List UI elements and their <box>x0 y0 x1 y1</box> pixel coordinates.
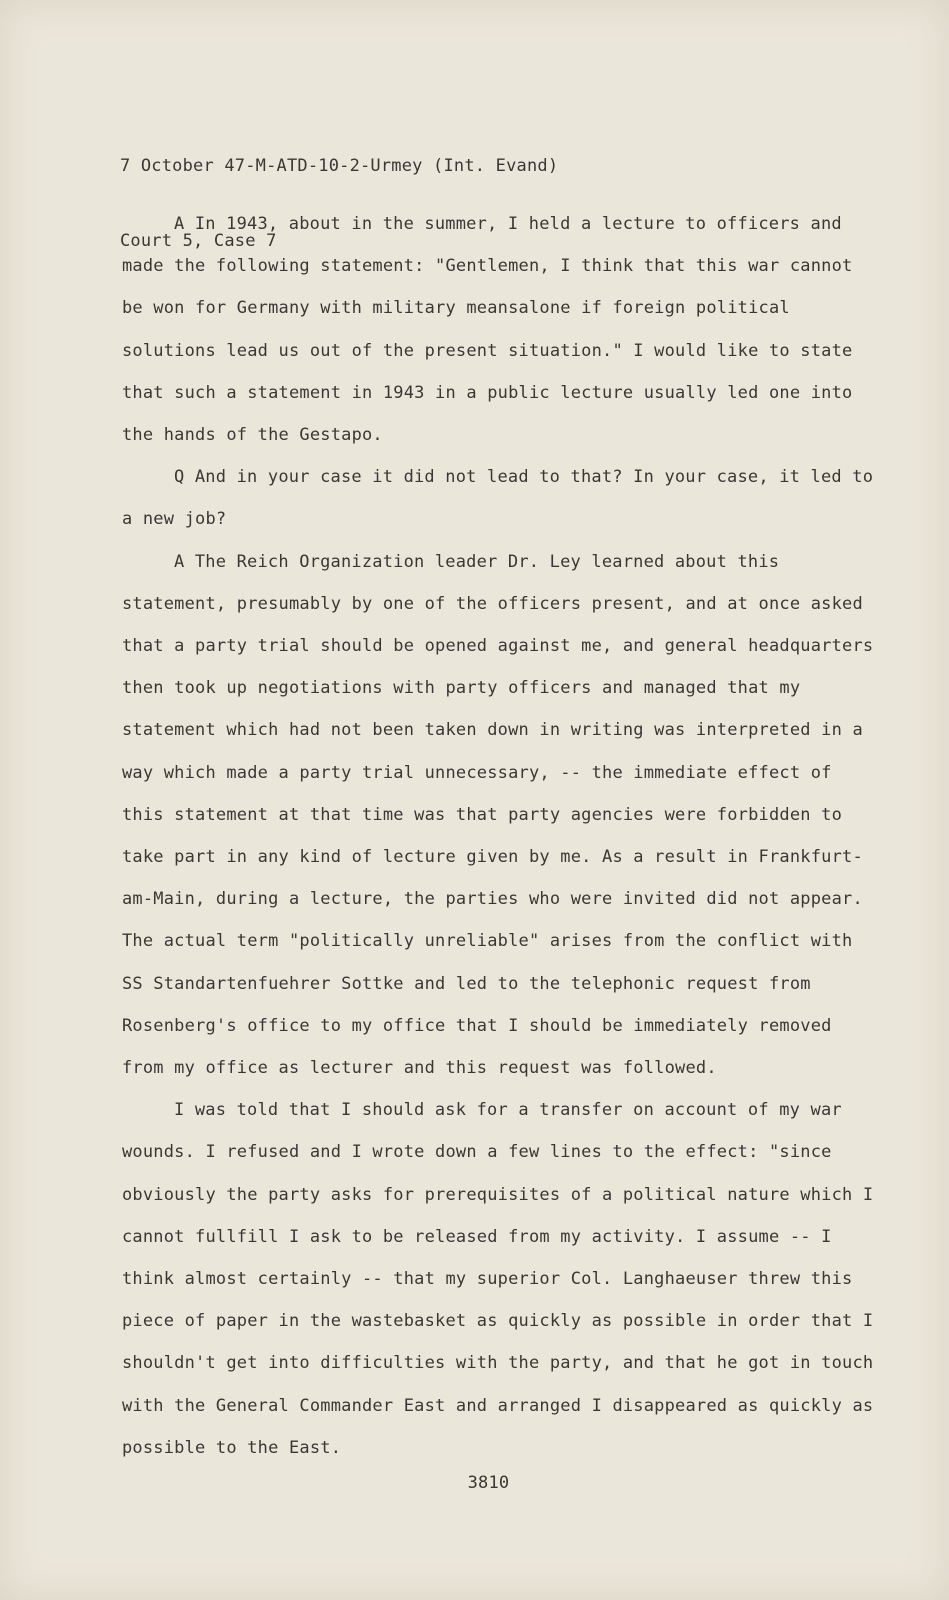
header-line-date-reference: 7 October 47-M-ATD-10-2-Urmey (Int. Evand) <box>120 156 559 176</box>
testimony-paragraph-answer-2: A The Reich Organization leader Dr. Ley learned about this statement, presumably by one of the officers present, and at once asked that a party trial should be opened against me, and general headquarters then took up negotiations with party officers and managed that my statement which had not been taken down in writing was interpreted in a way which made a party trial unnecessary, -- the immediate effect of this statement at that time was that party agencies were forbidden to take part in any kind of lecture given by me. As a result in Frankfurt-am-Main, during a lecture, the parties who were invited did not appear. The actual term "politically unreliable" arises from the conflict with SS Standartenfuehrer Sottke and led to the telephonic request from Rosenberg's office to my office that I should be immediately removed from my office as lecturer and this request was followed. <box>122 551 874 1079</box>
header-line-court-case: Court 5, Case 7 <box>120 231 277 251</box>
testimony-paragraph-continuation: I was told that I should ask for a transfer on account of my war wounds. I refused and I wrote down a few lines to the effect: "since obviously the party asks for prerequisites of a political nature which I cannot fullfill I ask to be released from my activity. I assume -- I think almost certainly -- that my superior Col. Langhaeuser threw this piece of paper in the wastebasket as quickly as possible in order that I shouldn't get into difficulties with the party, and that he got in touch with the General Commander East and arranged I disappeared as quickly as possible to the East. <box>122 1100 874 1458</box>
testimony-paragraph-question: Q And in your case it did not lead to that? In your case, it led to a new job? <box>122 467 874 530</box>
page-number: 3810 <box>467 1473 510 1493</box>
testimony-body <box>122 203 882 1469</box>
testimony-paragraph-answer-1: A In 1943, about in the summer, I held a lecture to officers and made the following statement: "Gentlemen, I think that this war cannot be won for Germany with military meansalone if foreign political solutions lead us out of the present situation." I would like to state that such a statement in 1943 in a public lecture usually led one into the hands of the Gestapo. <box>122 214 853 446</box>
